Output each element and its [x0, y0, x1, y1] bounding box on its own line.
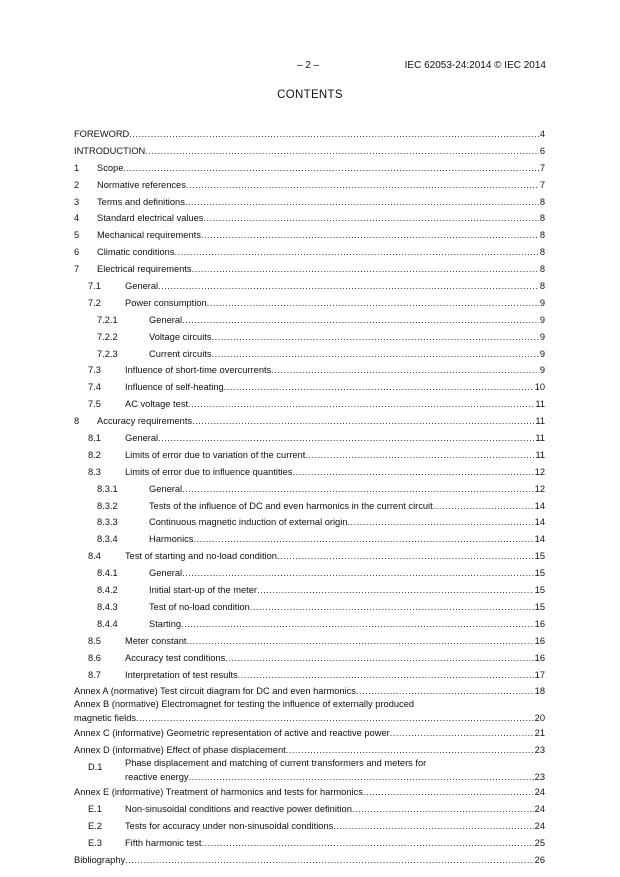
- toc-entry[interactable]: [74, 784, 545, 801]
- toc-entry-title: General: [125, 281, 159, 292]
- toc-entry[interactable]: [74, 227, 545, 244]
- toc-entry[interactable]: [74, 447, 545, 464]
- toc-entry-title: Voltage circuits: [149, 331, 212, 342]
- toc-entry-title: Annex E (informative) Treatment of harmonics and tests for harmonics: [74, 787, 363, 798]
- toc-entry-page: 10: [534, 382, 545, 393]
- toc-entry-number: 6: [74, 247, 80, 258]
- toc-entry-title: Influence of short-time overcurrents: [125, 365, 272, 376]
- toc-entry-page: 25: [534, 837, 545, 848]
- toc-entry[interactable]: [74, 565, 545, 582]
- toc-entry-page: 15: [534, 551, 545, 562]
- dot-leader: [305, 447, 534, 464]
- toc-entry[interactable]: [74, 329, 545, 346]
- toc-entry-number: 8.3: [88, 466, 101, 477]
- toc-entry[interactable]: [74, 430, 545, 447]
- toc-entry-page: 8: [539, 213, 545, 224]
- toc-entry-number: 8: [74, 416, 80, 427]
- toc-entry-page: 9: [539, 314, 545, 325]
- toc-entry[interactable]: [74, 725, 545, 742]
- dot-leader: [250, 599, 534, 616]
- dot-leader: [203, 210, 538, 227]
- toc-entry[interactable]: [74, 295, 545, 312]
- toc-entry-title: Fifth harmonic test: [125, 837, 202, 848]
- toc-entry-page: 9: [539, 331, 545, 342]
- toc-entry[interactable]: [74, 143, 545, 160]
- dot-leader: [277, 548, 534, 565]
- page-number: – 2 –: [297, 60, 320, 71]
- toc-entry-title: Power consumption: [125, 297, 207, 308]
- toc-entry-title: Electrical requirements: [97, 264, 192, 275]
- toc-entry-page: 16: [534, 652, 545, 663]
- toc-entry-title: Annex A (normative) Test circuit diagram for DC and even harmonics: [74, 686, 356, 697]
- toc-entry-number: 8.6: [88, 652, 101, 663]
- dot-leader: [187, 633, 534, 650]
- toc-entry-page: 9: [539, 297, 545, 308]
- dot-leader: [193, 531, 533, 548]
- toc-entry[interactable]: [74, 210, 545, 227]
- dot-leader: [175, 244, 539, 261]
- dot-leader: [225, 650, 533, 667]
- page-header: [0, 60, 620, 74]
- toc-entry[interactable]: [74, 633, 545, 650]
- toc-entry-number: 1: [74, 162, 80, 173]
- dot-leader: [182, 312, 539, 329]
- toc-entry-title: Test of starting and no-load condition: [125, 551, 277, 562]
- toc-entry-title: Influence of self-heating: [125, 382, 224, 393]
- dot-leader: [129, 126, 539, 143]
- toc-entry-number: 7.2.2: [97, 331, 118, 342]
- toc-entry-number: 8.4.2: [97, 585, 118, 596]
- toc-entry[interactable]: [74, 759, 545, 784]
- toc-entry-number: 8.3.3: [97, 517, 118, 528]
- toc-entry-page: 7: [539, 179, 545, 190]
- toc-entry-page: 11: [535, 449, 545, 460]
- toc-entry[interactable]: [74, 667, 545, 684]
- toc-entry[interactable]: [74, 599, 545, 616]
- toc-entry-title: General: [149, 568, 183, 579]
- toc-entry[interactable]: [74, 683, 545, 700]
- toc-entry-number: 8.5: [88, 635, 101, 646]
- table-of-contents: [74, 126, 545, 869]
- toc-entry-page: 6: [539, 145, 545, 156]
- toc-entry-title: AC voltage test: [125, 399, 189, 410]
- dot-leader: [292, 464, 533, 481]
- toc-entry-number: 8.7: [88, 669, 101, 680]
- toc-entry-page: 24: [534, 820, 545, 831]
- toc-entry-title: Tests of the influence of DC and even harmonics in the current circuit: [149, 500, 433, 511]
- dot-leader: [207, 295, 539, 312]
- toc-entry[interactable]: [74, 742, 545, 759]
- toc-entry-title: General: [125, 433, 159, 444]
- toc-entry-page: 15: [534, 585, 545, 596]
- dot-leader: [352, 801, 534, 818]
- toc-entry-number: 3: [74, 196, 80, 207]
- toc-entry-page: 12: [534, 466, 545, 477]
- dot-leader: [363, 784, 534, 801]
- toc-entry-number: 8.4: [88, 551, 101, 562]
- toc-entry-title: Initial start-up of the meter: [149, 585, 257, 596]
- toc-entry-page: 24: [534, 803, 545, 814]
- dot-leader: [182, 565, 534, 582]
- dot-leader: [188, 396, 534, 413]
- dot-leader: [390, 725, 534, 742]
- toc-entry-title: Annex D (informative) Effect of phase displacement: [74, 745, 286, 756]
- dot-leader: [145, 143, 539, 160]
- toc-entry-page: 11: [535, 416, 545, 427]
- toc-entry-title: Terms and definitions: [97, 196, 185, 207]
- toc-entry[interactable]: [74, 261, 545, 278]
- toc-entry-title: General: [149, 314, 183, 325]
- toc-entry[interactable]: [74, 312, 545, 329]
- toc-entry-page: 11: [535, 399, 545, 410]
- toc-entry-number: E.1: [88, 803, 102, 814]
- toc-entry-title: Standard electrical values: [97, 213, 204, 224]
- toc-entry[interactable]: [74, 396, 545, 413]
- dot-leader: [271, 362, 539, 379]
- toc-entry-number: 7.1: [88, 281, 101, 292]
- dot-leader: [158, 278, 539, 295]
- toc-entry-title: Harmonics: [149, 534, 194, 545]
- toc-entry-page: 14: [534, 534, 545, 545]
- dot-leader: [433, 498, 534, 515]
- toc-entry-page: 23: [534, 772, 545, 783]
- toc-entry[interactable]: [74, 548, 545, 565]
- toc-entry-title: Annex C (informative) Geometric representation of active and reactive power: [74, 728, 390, 739]
- toc-entry-number: 8.4.3: [97, 601, 118, 612]
- toc-entry-page: 8: [539, 281, 545, 292]
- toc-entry[interactable]: [74, 481, 545, 498]
- toc-entry-page: 8: [539, 247, 545, 258]
- toc-entry-title: Limits of error due to influence quantities: [125, 466, 293, 477]
- dot-leader: [192, 413, 534, 430]
- dot-leader: [185, 194, 539, 211]
- toc-entry-number: 7.2: [88, 297, 101, 308]
- toc-entry-number: 7.2.3: [97, 348, 118, 359]
- toc-entry-title: Scope: [97, 162, 124, 173]
- toc-entry-title: magnetic fields: [74, 713, 137, 724]
- dot-leader: [356, 683, 534, 700]
- toc-entry[interactable]: [74, 160, 545, 177]
- toc-entry-number: D.1: [88, 762, 103, 773]
- toc-entry-title: Continuous magnetic induction of external origin: [149, 517, 348, 528]
- toc-entry-title: Accuracy test conditions: [125, 652, 226, 663]
- toc-entry[interactable]: [74, 700, 545, 725]
- toc-entry-page: 7: [539, 162, 545, 173]
- toc-entry-number: 7.4: [88, 382, 101, 393]
- toc-entry-page: 18: [534, 686, 545, 697]
- toc-entry[interactable]: [74, 514, 545, 531]
- toc-entry-number: 8.2: [88, 449, 101, 460]
- dot-leader: [123, 160, 538, 177]
- toc-entry[interactable]: [74, 278, 545, 295]
- standard-reference: IEC 62053-24:2014 © IEC 2014: [404, 60, 546, 71]
- toc-entry[interactable]: [74, 835, 545, 852]
- toc-entry[interactable]: [74, 582, 545, 599]
- toc-entry-title-line1: Annex B (normative) Electromagnet for testing the influence of externally produced: [74, 700, 415, 710]
- toc-entry-page: 16: [534, 618, 545, 629]
- toc-entry-title: INTRODUCTION: [74, 145, 146, 156]
- toc-entry-number: 7.3: [88, 365, 101, 376]
- toc-entry[interactable]: [74, 531, 545, 548]
- toc-entry-title: Accuracy requirements: [97, 416, 193, 427]
- toc-entry-title: FOREWORD: [74, 129, 130, 139]
- toc-entry-page: 26: [534, 854, 545, 865]
- toc-entry-page: 15: [534, 568, 545, 579]
- toc-entry-title: Non-sinusoidal conditions and reactive power definition: [125, 803, 352, 814]
- dot-leader: [201, 835, 533, 852]
- dot-leader: [136, 710, 534, 725]
- toc-entry-title: General: [149, 483, 183, 494]
- toc-entry[interactable]: [74, 498, 545, 515]
- dot-leader: [158, 430, 534, 447]
- toc-entry-title: reactive energy: [125, 772, 189, 783]
- dot-leader: [201, 227, 539, 244]
- toc-entry-page: 14: [534, 517, 545, 528]
- toc-entry-number: 8.3.2: [97, 500, 118, 511]
- dot-leader: [189, 769, 534, 784]
- toc-entry-page: 12: [534, 483, 545, 494]
- toc-entry[interactable]: [74, 464, 545, 481]
- toc-entry-title: Normative references: [97, 179, 186, 190]
- toc-entry-number: E.2: [88, 820, 102, 831]
- dot-leader: [224, 379, 534, 396]
- toc-entry[interactable]: [74, 126, 545, 143]
- toc-entry-number: 8.3.4: [97, 534, 118, 545]
- toc-entry-page: 9: [539, 365, 545, 376]
- dot-leader: [238, 667, 534, 684]
- toc-entry[interactable]: [74, 362, 545, 379]
- dot-leader: [125, 852, 533, 869]
- toc-entry-page: 20: [534, 713, 545, 724]
- toc-entry-title: Bibliography: [74, 854, 126, 865]
- toc-entry-number: 2: [74, 179, 80, 190]
- dot-leader: [286, 742, 534, 759]
- dot-leader: [192, 261, 539, 278]
- toc-entry-number: 7: [74, 264, 80, 275]
- toc-entry-number: 7.2.1: [97, 314, 118, 325]
- dot-leader: [181, 616, 534, 633]
- toc-entry-page: 9: [539, 348, 545, 359]
- toc-entry[interactable]: [74, 177, 545, 194]
- toc-entry-page: 8: [539, 196, 545, 207]
- dot-leader: [182, 481, 534, 498]
- toc-entry-page: 16: [534, 635, 545, 646]
- toc-entry-page: 14: [534, 500, 545, 511]
- toc-entry-title: Test of no-load condition: [149, 601, 250, 612]
- toc-entry-title: Interpretation of test results: [125, 669, 238, 680]
- toc-entry-title: Limits of error due to variation of the current: [125, 449, 306, 460]
- toc-entry-title: Tests for accuracy under non-sinusoidal conditions: [125, 820, 334, 831]
- toc-entry[interactable]: [74, 801, 545, 818]
- toc-entry[interactable]: [74, 650, 545, 667]
- dot-leader: [212, 329, 539, 346]
- toc-entry-title-line1: Phase displacement and matching of current transformers and meters for: [125, 759, 427, 769]
- toc-entry-page: 8: [539, 264, 545, 275]
- toc-entry[interactable]: [74, 413, 545, 430]
- toc-entry-title: Starting: [149, 618, 182, 629]
- toc-entry-page: 8: [539, 230, 545, 241]
- toc-entry-number: 4: [74, 213, 80, 224]
- toc-entry-number: 8.1: [88, 433, 101, 444]
- page-title: CONTENTS: [277, 89, 343, 101]
- toc-entry-page: 15: [534, 601, 545, 612]
- dot-leader: [257, 582, 534, 599]
- toc-entry-number: 7.5: [88, 399, 101, 410]
- toc-entry[interactable]: [74, 616, 545, 633]
- toc-entry-title: Current circuits: [149, 348, 212, 359]
- toc-entry[interactable]: [74, 244, 545, 261]
- toc-entry-number: 8.4.4: [97, 618, 118, 629]
- toc-entry-number: 5: [74, 230, 80, 241]
- toc-entry-page: 11: [535, 433, 545, 444]
- dot-leader: [333, 818, 533, 835]
- toc-entry-page: 17: [534, 669, 545, 680]
- dot-leader: [212, 346, 539, 363]
- toc-entry-number: 8.4.1: [97, 568, 118, 579]
- dot-leader: [186, 177, 539, 194]
- toc-entry[interactable]: [74, 379, 545, 396]
- toc-entry-page: 23: [534, 745, 545, 756]
- toc-entry-number: E.3: [88, 837, 102, 848]
- toc-entry-title: Meter constant: [125, 635, 187, 646]
- toc-entry-number: 8.3.1: [97, 483, 118, 494]
- toc-entry[interactable]: [74, 852, 545, 869]
- toc-entry[interactable]: [74, 346, 545, 363]
- toc-entry-page: 4: [539, 129, 545, 139]
- toc-entry-title: Mechanical requirements: [97, 230, 201, 241]
- toc-entry[interactable]: [74, 194, 545, 211]
- toc-entry-page: 24: [534, 787, 545, 798]
- toc-entry-page: 21: [534, 728, 545, 739]
- dot-leader: [347, 514, 533, 531]
- toc-entry-title: Climatic conditions: [97, 247, 175, 258]
- toc-entry[interactable]: [74, 818, 545, 835]
